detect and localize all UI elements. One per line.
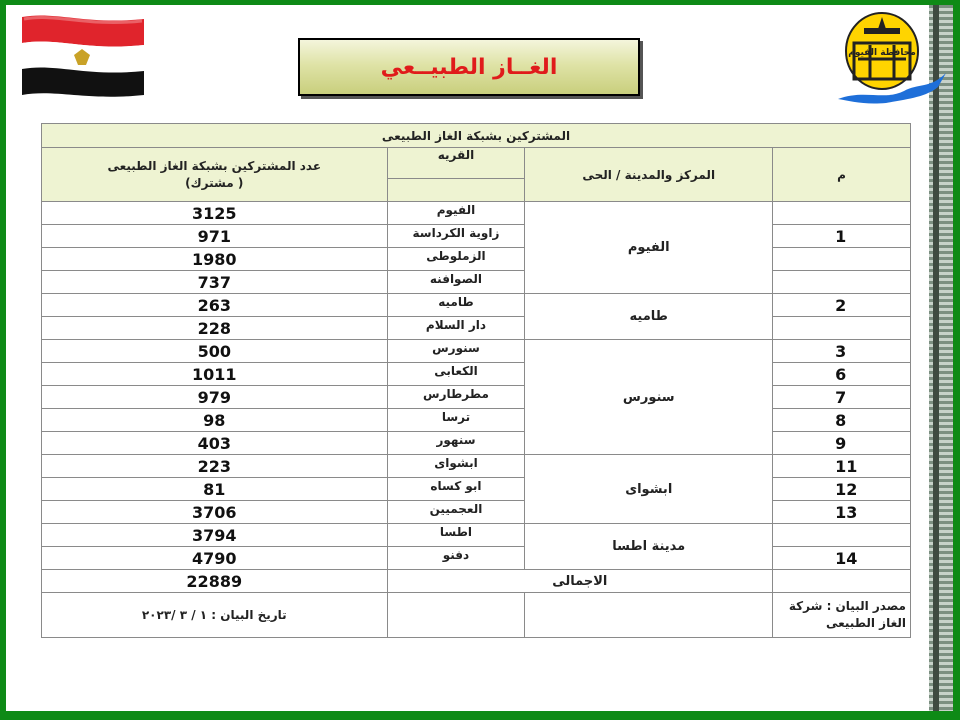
village-cell: الكعابى — [387, 363, 525, 386]
village-cell: سنهور — [387, 432, 525, 455]
village-cell: ترسا — [387, 409, 525, 432]
total-blank — [773, 570, 911, 593]
footer-source — [773, 593, 911, 638]
center-cell: الفيوم — [525, 202, 773, 294]
table-row — [42, 294, 911, 317]
village-cell: الفيوم — [387, 202, 525, 225]
table-row — [42, 340, 911, 363]
header-count-line2: (مشترك ) — [185, 175, 244, 190]
table-row — [42, 202, 911, 225]
row-number-cell — [773, 271, 911, 294]
subscriber-count-cell: 971 — [42, 225, 388, 248]
center-cell: طاميه — [525, 294, 773, 340]
header-number: م — [773, 148, 911, 202]
footer-blank-1 — [387, 593, 525, 638]
footer-source-line1: مصدر البيان : شركة — [788, 599, 906, 613]
footer-blank-2 — [525, 593, 773, 638]
center-cell: مدينة اطسا — [525, 524, 773, 570]
table-row — [42, 409, 911, 432]
table-row — [42, 225, 911, 248]
total-value: 22889 — [42, 570, 388, 593]
row-number-cell — [773, 248, 911, 271]
subscriber-count-cell: 403 — [42, 432, 388, 455]
village-cell: طاميه — [387, 294, 525, 317]
subscriber-count-cell: 500 — [42, 340, 388, 363]
table-row — [42, 524, 911, 547]
row-number-cell: 7 — [773, 386, 911, 409]
row-number-cell — [773, 317, 911, 340]
header-village: القريه — [387, 148, 525, 179]
subscriber-count-cell: 3125 — [42, 202, 388, 225]
table-row — [42, 547, 911, 570]
subscriber-count-cell: 228 — [42, 317, 388, 340]
subscriber-count-cell: 1011 — [42, 363, 388, 386]
village-cell: الصوافنه — [387, 271, 525, 294]
subscriber-count-cell: 3706 — [42, 501, 388, 524]
footer-row — [42, 593, 911, 638]
village-cell: اطسا — [387, 524, 525, 547]
table-banner: المشتركين بشبكة الغاز الطبيعى — [42, 124, 911, 148]
subscriber-count-cell: 4790 — [42, 547, 388, 570]
decorative-side-stripe — [929, 5, 953, 711]
village-cell: الزملوطى — [387, 248, 525, 271]
footer-date: تاريخ البيان : ١ / ٣ /٢٠٢٣ — [42, 593, 388, 638]
village-cell: العجميين — [387, 501, 525, 524]
table-row — [42, 248, 911, 271]
subscriber-count-cell: 223 — [42, 455, 388, 478]
table-row — [42, 317, 911, 340]
subscriber-count-cell: 3794 — [42, 524, 388, 547]
village-cell: ابشواى — [387, 455, 525, 478]
center-cell: سنورس — [525, 340, 773, 455]
governorate-logo-icon — [834, 9, 950, 105]
logo-text: محافظة الفيوم — [848, 48, 916, 58]
subscribers-table — [41, 123, 911, 638]
row-number-cell: 9 — [773, 432, 911, 455]
header-count-line1: عدد المشتركين بشبكة الغاز الطبيعى — [107, 158, 322, 173]
row-number-cell: 6 — [773, 363, 911, 386]
page-title: الغــاز الطبيــعي — [380, 55, 558, 80]
village-cell: مطرطارس — [387, 386, 525, 409]
row-number-cell: 12 — [773, 478, 911, 501]
total-row — [42, 570, 911, 593]
subscriber-count-cell: 81 — [42, 478, 388, 501]
subscriber-count-cell: 979 — [42, 386, 388, 409]
subscriber-count-cell: 1980 — [42, 248, 388, 271]
center-cell: ابشواى — [525, 455, 773, 524]
table-row — [42, 363, 911, 386]
row-number-cell: 13 — [773, 501, 911, 524]
row-number-cell: 14 — [773, 547, 911, 570]
village-cell: ابو كساه — [387, 478, 525, 501]
village-cell: دفنو — [387, 547, 525, 570]
village-cell: زاوية الكرداسة — [387, 225, 525, 248]
table-row — [42, 432, 911, 455]
row-number-cell: 2 — [773, 294, 911, 317]
row-number-cell: 8 — [773, 409, 911, 432]
row-number-cell — [773, 524, 911, 547]
header-center: المركز والمدينة / الحى — [525, 148, 773, 202]
row-number-cell: 3 — [773, 340, 911, 363]
total-label: الاجمالى — [387, 570, 773, 593]
subscriber-count-cell: 737 — [42, 271, 388, 294]
table-row — [42, 478, 911, 501]
header-village-blank — [387, 178, 525, 201]
slide — [6, 5, 953, 711]
village-cell: سنورس — [387, 340, 525, 363]
table-row — [42, 386, 911, 409]
title-box — [298, 38, 640, 96]
subscriber-count-cell: 263 — [42, 294, 388, 317]
row-number-cell: 11 — [773, 455, 911, 478]
row-number-cell: 1 — [773, 225, 911, 248]
village-cell: دار السلام — [387, 317, 525, 340]
header-count — [42, 148, 388, 202]
egypt-flag-icon — [16, 11, 150, 99]
subscriber-count-cell: 98 — [42, 409, 388, 432]
footer-source-line2: الغاز الطبيعى — [825, 616, 906, 630]
table-row — [42, 455, 911, 478]
table-row — [42, 501, 911, 524]
row-number-cell — [773, 202, 911, 225]
table-row — [42, 271, 911, 294]
